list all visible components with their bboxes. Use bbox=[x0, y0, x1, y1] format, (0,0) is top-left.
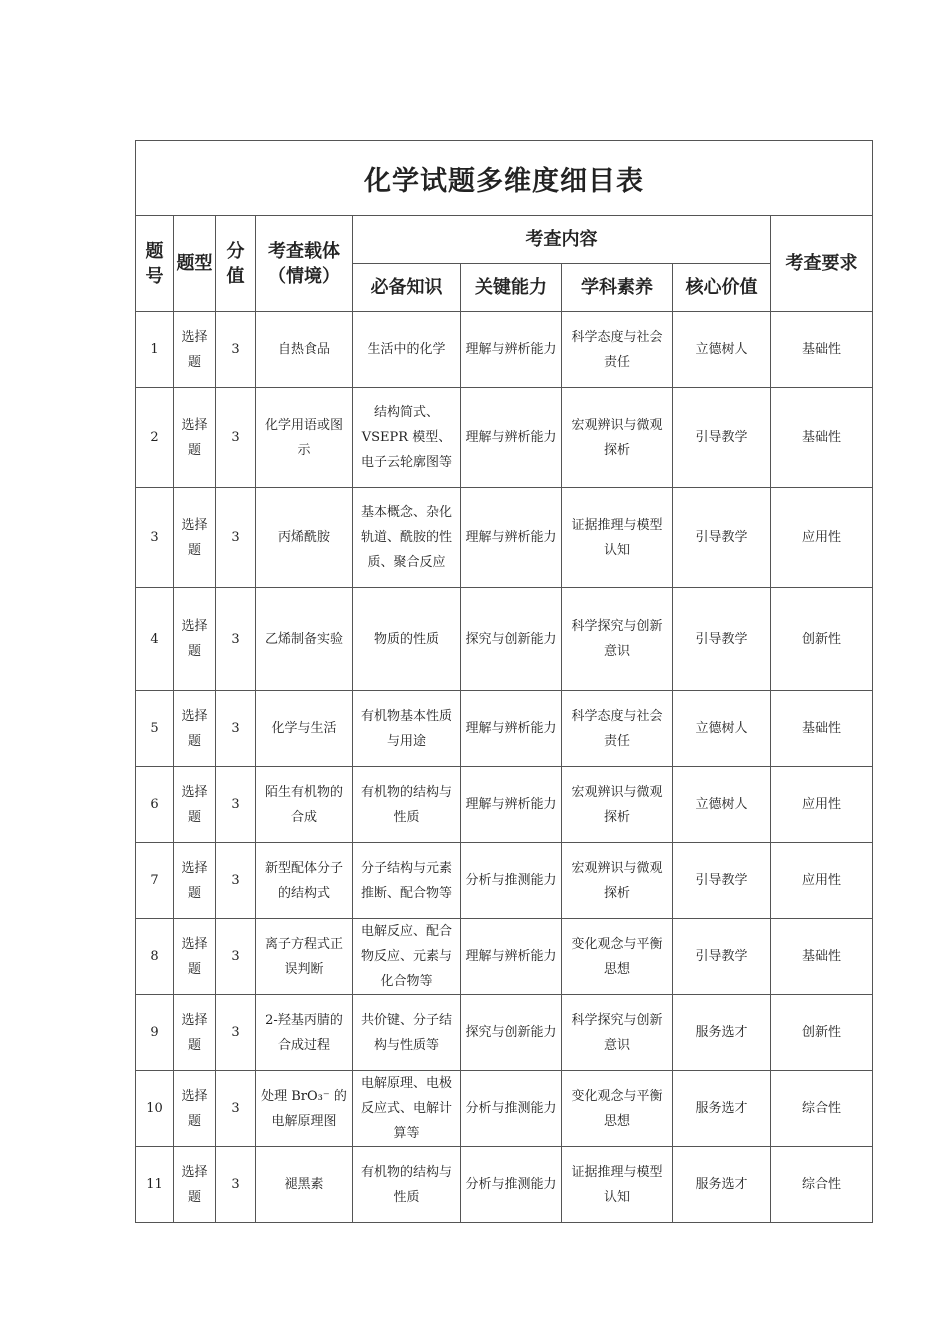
cell-ability: 理解与辨析能力 bbox=[461, 488, 562, 588]
cell-carrier: 化学与生活 bbox=[256, 691, 353, 767]
cell-ability: 探究与创新能力 bbox=[461, 995, 562, 1071]
table-row bbox=[136, 588, 873, 691]
header-type: 题型 bbox=[174, 216, 216, 312]
cell-ability: 分析与推测能力 bbox=[461, 1147, 562, 1223]
header-requirement: 考查要求 bbox=[771, 216, 873, 312]
cell-type: 选择题 bbox=[174, 588, 216, 691]
table-row bbox=[136, 1147, 873, 1223]
cell-num: 9 bbox=[136, 995, 174, 1071]
cell-ability: 理解与辨析能力 bbox=[461, 691, 562, 767]
cell-knowledge: 结构简式、VSEPR 模型、电子云轮廓图等 bbox=[353, 388, 461, 488]
cell-score: 3 bbox=[216, 691, 256, 767]
cell-num: 6 bbox=[136, 767, 174, 843]
cell-type: 选择题 bbox=[174, 691, 216, 767]
header-content: 考查内容 bbox=[353, 216, 771, 264]
table-row bbox=[136, 388, 873, 488]
header-literacy: 学科素养 bbox=[562, 264, 673, 312]
cell-type: 选择题 bbox=[174, 388, 216, 488]
cell-literacy: 变化观念与平衡思想 bbox=[562, 919, 673, 995]
cell-value: 引导教学 bbox=[673, 388, 771, 488]
cell-num: 10 bbox=[136, 1071, 174, 1147]
table-row bbox=[136, 488, 873, 588]
cell-value: 引导教学 bbox=[673, 919, 771, 995]
cell-knowledge: 物质的性质 bbox=[353, 588, 461, 691]
cell-num: 1 bbox=[136, 312, 174, 388]
cell-requirement: 基础性 bbox=[771, 388, 873, 488]
cell-num: 5 bbox=[136, 691, 174, 767]
cell-requirement: 应用性 bbox=[771, 488, 873, 588]
cell-literacy: 证据推理与模型认知 bbox=[562, 488, 673, 588]
cell-literacy: 宏观辨识与微观探析 bbox=[562, 843, 673, 919]
cell-knowledge: 生活中的化学 bbox=[353, 312, 461, 388]
cell-value: 立德树人 bbox=[673, 312, 771, 388]
cell-literacy: 科学探究与创新意识 bbox=[562, 995, 673, 1071]
cell-requirement: 基础性 bbox=[771, 691, 873, 767]
cell-num: 8 bbox=[136, 919, 174, 995]
table-row bbox=[136, 919, 873, 995]
cell-type: 选择题 bbox=[174, 767, 216, 843]
table-row bbox=[136, 1071, 873, 1147]
cell-ability: 分析与推测能力 bbox=[461, 843, 562, 919]
cell-score: 3 bbox=[216, 588, 256, 691]
cell-requirement: 综合性 bbox=[771, 1147, 873, 1223]
cell-requirement: 应用性 bbox=[771, 767, 873, 843]
cell-carrier: 自热食品 bbox=[256, 312, 353, 388]
cell-value: 服务选才 bbox=[673, 1071, 771, 1147]
cell-ability: 探究与创新能力 bbox=[461, 588, 562, 691]
cell-score: 3 bbox=[216, 995, 256, 1071]
cell-ability: 理解与辨析能力 bbox=[461, 312, 562, 388]
cell-carrier: 陌生有机物的合成 bbox=[256, 767, 353, 843]
cell-knowledge: 电解原理、电极反应式、电解计算等 bbox=[353, 1071, 461, 1147]
table-row bbox=[136, 767, 873, 843]
cell-ability: 理解与辨析能力 bbox=[461, 919, 562, 995]
cell-knowledge: 有机物的结构与性质 bbox=[353, 767, 461, 843]
cell-knowledge: 电解反应、配合物反应、元素与化合物等 bbox=[353, 919, 461, 995]
cell-score: 3 bbox=[216, 388, 256, 488]
cell-carrier: 化学用语或图示 bbox=[256, 388, 353, 488]
cell-num: 11 bbox=[136, 1147, 174, 1223]
cell-carrier: 乙烯制备实验 bbox=[256, 588, 353, 691]
cell-ability: 理解与辨析能力 bbox=[461, 767, 562, 843]
cell-literacy: 科学态度与社会责任 bbox=[562, 691, 673, 767]
cell-ability: 理解与辨析能力 bbox=[461, 388, 562, 488]
cell-value: 引导教学 bbox=[673, 488, 771, 588]
spec-table bbox=[135, 140, 873, 1223]
cell-literacy: 科学探究与创新意识 bbox=[562, 588, 673, 691]
header-knowledge: 必备知识 bbox=[353, 264, 461, 312]
cell-score: 3 bbox=[216, 312, 256, 388]
cell-score: 3 bbox=[216, 488, 256, 588]
cell-score: 3 bbox=[216, 843, 256, 919]
cell-carrier: 处理 BrO₃⁻ 的电解原理图 bbox=[256, 1071, 353, 1147]
cell-num: 7 bbox=[136, 843, 174, 919]
cell-value: 立德树人 bbox=[673, 767, 771, 843]
cell-type: 选择题 bbox=[174, 312, 216, 388]
cell-type: 选择题 bbox=[174, 1147, 216, 1223]
header-num: 题号 bbox=[136, 216, 174, 312]
cell-requirement: 创新性 bbox=[771, 995, 873, 1071]
table-title: 化学试题多维度细目表 bbox=[136, 141, 873, 216]
cell-literacy: 科学态度与社会责任 bbox=[562, 312, 673, 388]
cell-score: 3 bbox=[216, 1147, 256, 1223]
cell-literacy: 证据推理与模型认知 bbox=[562, 1147, 673, 1223]
cell-score: 3 bbox=[216, 919, 256, 995]
cell-value: 服务选才 bbox=[673, 995, 771, 1071]
cell-knowledge: 基本概念、杂化轨道、酰胺的性质、聚合反应 bbox=[353, 488, 461, 588]
cell-ability: 分析与推测能力 bbox=[461, 1071, 562, 1147]
cell-score: 3 bbox=[216, 767, 256, 843]
cell-num: 3 bbox=[136, 488, 174, 588]
table-row bbox=[136, 312, 873, 388]
cell-requirement: 基础性 bbox=[771, 312, 873, 388]
cell-score: 3 bbox=[216, 1071, 256, 1147]
cell-knowledge: 分子结构与元素推断、配合物等 bbox=[353, 843, 461, 919]
cell-knowledge: 有机物的结构与性质 bbox=[353, 1147, 461, 1223]
cell-knowledge: 有机物基本性质与用途 bbox=[353, 691, 461, 767]
cell-literacy: 宏观辨识与微观探析 bbox=[562, 767, 673, 843]
table-row bbox=[136, 691, 873, 767]
cell-type: 选择题 bbox=[174, 1071, 216, 1147]
cell-knowledge: 共价键、分子结构与性质等 bbox=[353, 995, 461, 1071]
cell-carrier: 新型配体分子的结构式 bbox=[256, 843, 353, 919]
table-row bbox=[136, 843, 873, 919]
cell-requirement: 创新性 bbox=[771, 588, 873, 691]
cell-num: 2 bbox=[136, 388, 174, 488]
table-row bbox=[136, 995, 873, 1071]
cell-requirement: 综合性 bbox=[771, 1071, 873, 1147]
cell-carrier: 离子方程式正误判断 bbox=[256, 919, 353, 995]
header-value: 核心价值 bbox=[673, 264, 771, 312]
cell-type: 选择题 bbox=[174, 488, 216, 588]
cell-literacy: 宏观辨识与微观探析 bbox=[562, 388, 673, 488]
cell-carrier: 褪黑素 bbox=[256, 1147, 353, 1223]
cell-requirement: 应用性 bbox=[771, 843, 873, 919]
cell-type: 选择题 bbox=[174, 919, 216, 995]
cell-num: 4 bbox=[136, 588, 174, 691]
cell-value: 引导教学 bbox=[673, 843, 771, 919]
cell-type: 选择题 bbox=[174, 843, 216, 919]
cell-value: 立德树人 bbox=[673, 691, 771, 767]
cell-carrier: 丙烯酰胺 bbox=[256, 488, 353, 588]
cell-value: 引导教学 bbox=[673, 588, 771, 691]
cell-literacy: 变化观念与平衡思想 bbox=[562, 1071, 673, 1147]
header-ability: 关键能力 bbox=[461, 264, 562, 312]
cell-value: 服务选才 bbox=[673, 1147, 771, 1223]
header-score: 分值 bbox=[216, 216, 256, 312]
cell-requirement: 基础性 bbox=[771, 919, 873, 995]
cell-carrier: 2-羟基丙腈的合成过程 bbox=[256, 995, 353, 1071]
cell-type: 选择题 bbox=[174, 995, 216, 1071]
header-carrier: 考查载体（情境） bbox=[256, 216, 353, 312]
